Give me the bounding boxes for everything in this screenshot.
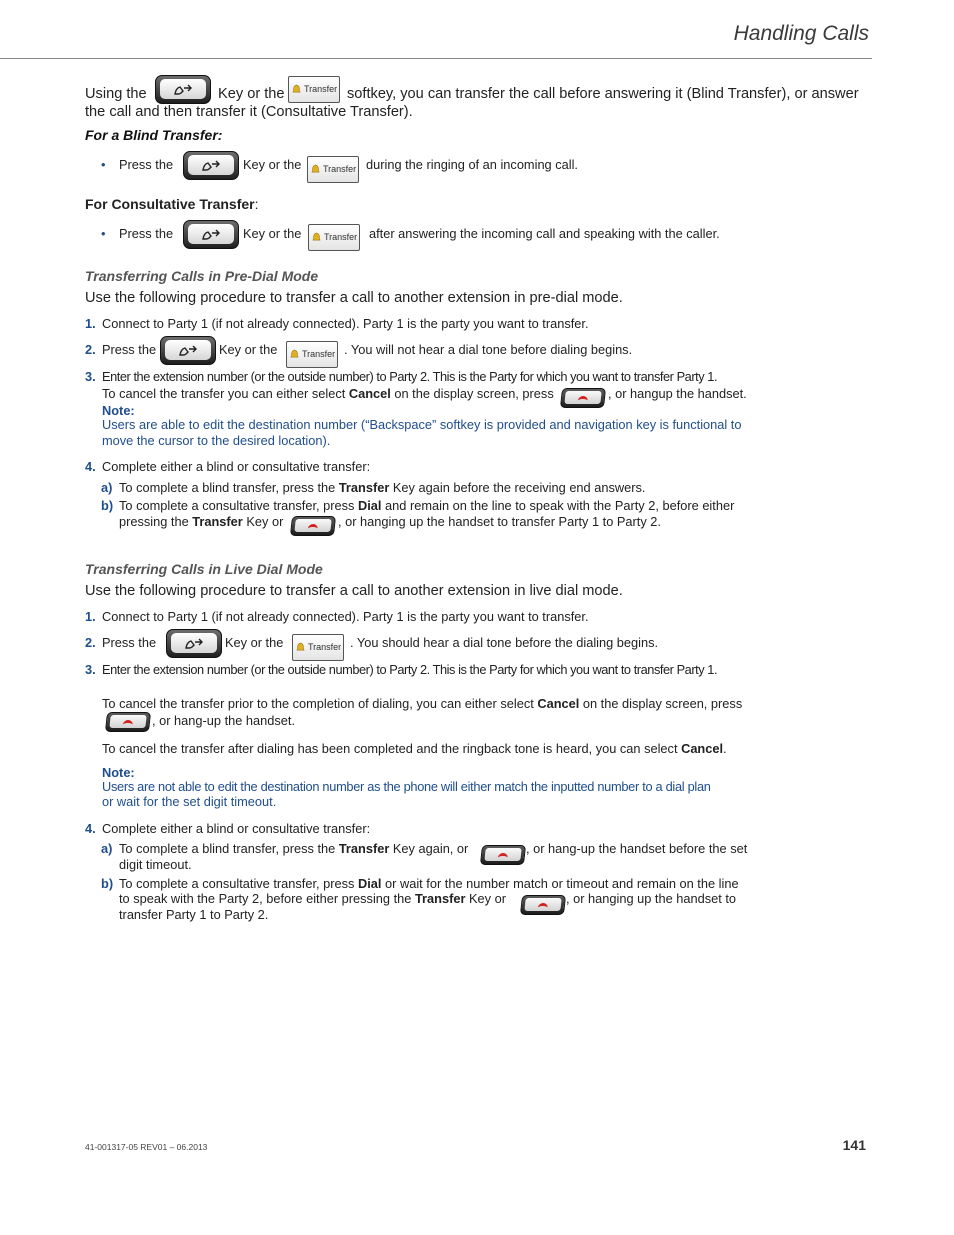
softkey-label: Transfer: [323, 164, 357, 174]
pre-sub-b-line-1: [119, 498, 734, 514]
sub-step-letter: b): [101, 876, 114, 891]
pre-sub-b7: , or hanging up the handset to transfer Party 1 to Party 2.: [338, 514, 661, 529]
transfer-softkey-icon: [307, 156, 359, 183]
step-number: 2.: [85, 342, 96, 357]
live-a5: digit timeout.: [119, 857, 192, 872]
softkey-label: Transfer: [324, 232, 358, 242]
live-dial-intro: Use the following procedure to transfer a call to another extension in live dial mode.: [85, 583, 623, 599]
transfer-key-icon: [183, 220, 239, 249]
live-step-1: Connect to Party 1 (if not already connected). Party 1 is the party you want to transfer.: [102, 609, 589, 624]
live-b7: , or hanging up the handset to: [566, 891, 737, 906]
live-b1: To complete a consultative transfer, press: [119, 876, 355, 891]
blind-text-c: during the ringing of an incoming call.: [366, 157, 578, 172]
consult-text-b: Key or the: [243, 226, 302, 241]
live-c4: , or hang-up the handset.: [152, 713, 296, 728]
intro-text-d: the call and then transfer it (Consultative Transfer).: [85, 104, 413, 120]
pre-sub-a: [119, 480, 645, 496]
step-number: 4.: [85, 459, 96, 474]
blind-transfer-heading: For a Blind Transfer:: [85, 127, 223, 143]
live-cancel-after-line: [102, 741, 727, 757]
pre-sub-b3: and remain on the line to speak with the Party 2, before either: [385, 498, 735, 513]
consult-heading: For Consultative Transfer: [85, 196, 255, 212]
dial-word: Dial: [358, 876, 382, 891]
page-header-title: Handling Calls: [733, 22, 869, 45]
end-call-key-icon: [480, 845, 526, 865]
intro-text-b: Key or the: [218, 86, 285, 102]
consult-heading-line: [85, 196, 258, 212]
live-note-line-2: or wait for the set digit timeout.: [102, 794, 277, 809]
step-number: 1.: [85, 609, 96, 624]
note-label: Note:: [102, 403, 135, 418]
softkey-label: Transfer: [302, 349, 336, 359]
pre-step-2c: . You will not hear a dial tone before dialing begins.: [344, 342, 633, 357]
pre-step-3b3: on the display screen, press: [394, 386, 554, 401]
pre-step-3a: Enter the extension number (or the outside number) to Party 2. This is the Party for which you want to transfer Party 1.: [102, 369, 718, 384]
live-cancel-line-1: [102, 696, 742, 712]
consult-colon: :: [254, 196, 259, 212]
pre-step-3b-line: [102, 386, 554, 402]
cancel-word: Cancel: [537, 696, 580, 711]
step-number: 1.: [85, 316, 96, 331]
intro-text-c: softkey, you can transfer the call before answering it (Blind Transfer), or answer: [347, 86, 859, 102]
pre-note-line-2: move the cursor to the desired location).: [102, 433, 331, 448]
transfer-key-icon: [166, 629, 222, 658]
pre-dial-intro: Use the following procedure to transfer a call to another extension in pre-dial mode.: [85, 290, 623, 306]
step-number: 3.: [85, 369, 96, 384]
live-b4: to speak with the Party 2, before either pressing the: [119, 891, 412, 906]
pre-sub-a3: Key again before the receiving end answers.: [392, 480, 646, 495]
footer-doc-id: 41-001317-05 REV01 – 06.2013: [85, 1142, 208, 1152]
transfer-softkey-icon: [288, 76, 340, 103]
live-c3: on the display screen, press: [582, 696, 743, 711]
consult-text-c: after answering the incoming call and speaking with the caller.: [369, 226, 720, 241]
pre-note-line-1: Users are able to edit the destination number (“Backspace” softkey is provided and navigation key is functional to: [102, 417, 742, 432]
step-number: 2.: [85, 635, 96, 650]
note-label: Note:: [102, 765, 135, 780]
end-call-key-icon: [520, 895, 566, 915]
live-a1: To complete a blind transfer, press the: [119, 841, 336, 856]
cancel-word: Cancel: [681, 741, 724, 756]
pre-dial-heading: Transferring Calls in Pre-Dial Mode: [85, 268, 319, 284]
live-d3: .: [723, 741, 727, 756]
transfer-softkey-icon: [308, 224, 360, 251]
transfer-softkey-icon: [292, 634, 344, 661]
live-sub-b-line-2: [119, 891, 506, 907]
transfer-word: Transfer: [414, 891, 466, 906]
pre-step-3b4: , or hangup the handset.: [608, 386, 747, 401]
blind-text-a: Press the: [119, 157, 174, 172]
live-b8: transfer Party 1 to Party 2.: [119, 907, 269, 922]
pre-sub-b4: pressing the: [119, 514, 189, 529]
live-sub-a-line-1: [119, 841, 468, 857]
pre-step-2a: Press the: [102, 342, 157, 357]
live-step-3a: Enter the extension number (or the outside number) to Party 2. This is the Party for which you want to transfer Party 1.: [102, 662, 718, 677]
transfer-key-icon: [155, 75, 211, 104]
intro-text-a: Using the: [85, 86, 147, 102]
end-call-key-icon: [560, 388, 606, 408]
consult-text-a: Press the: [119, 226, 174, 241]
sub-step-letter: b): [101, 498, 114, 513]
transfer-key-icon: [160, 336, 216, 365]
live-sub-b-line-1: [119, 876, 739, 892]
bullet: •: [101, 157, 106, 172]
page-number: 141: [842, 1137, 866, 1153]
transfer-word: Transfer: [338, 841, 390, 856]
softkey-label: Transfer: [308, 642, 342, 652]
blind-text-b: Key or the: [243, 157, 302, 172]
live-b6: Key or: [469, 891, 507, 906]
transfer-word: Transfer: [338, 480, 390, 495]
end-call-key-icon: [290, 516, 336, 536]
step-number: 3.: [85, 662, 96, 677]
sub-step-letter: a): [101, 841, 113, 856]
transfer-word: Transfer: [192, 514, 243, 529]
pre-step-3b1: To cancel the transfer you can either select: [102, 386, 346, 401]
dial-word: Dial: [358, 498, 382, 513]
header-rule: [0, 58, 872, 59]
pre-step-4: Complete either a blind or consultative transfer:: [102, 459, 371, 474]
transfer-softkey-icon: [286, 341, 338, 368]
pre-sub-b1: To complete a consultative transfer, press: [119, 498, 355, 513]
live-step-2c: . You should hear a dial tone before the dialing begins.: [350, 635, 659, 650]
transfer-key-icon: [183, 151, 239, 180]
live-a4: , or hang-up the handset before the set: [526, 841, 748, 856]
cancel-word: Cancel: [348, 386, 391, 401]
bullet: •: [101, 226, 106, 241]
pre-step-2b: Key or the: [219, 342, 278, 357]
live-a3: Key again, or: [392, 841, 469, 856]
pre-sub-b-line-2: [119, 514, 283, 530]
live-dial-heading: Transferring Calls in Live Dial Mode: [85, 561, 323, 577]
live-note-line-1: Users are not able to edit the destination number as the phone will either match the inputted number to a dial plan: [102, 779, 711, 794]
pre-sub-a1: To complete a blind transfer, press the: [119, 480, 336, 495]
pre-step-1: Connect to Party 1 (if not already connected). Party 1 is the party you want to transfer.: [102, 316, 589, 331]
live-c1: To cancel the transfer prior to the completion of dialing, you can either select: [102, 696, 534, 711]
softkey-label: Transfer: [304, 84, 338, 94]
live-d1: To cancel the transfer after dialing has been completed and the ringback tone is heard, you can select: [102, 741, 678, 756]
sub-step-letter: a): [101, 480, 113, 495]
live-step-2b: Key or the: [225, 635, 284, 650]
live-step-4: Complete either a blind or consultative transfer:: [102, 821, 371, 836]
pre-sub-b6: Key or: [246, 514, 284, 529]
step-number: 4.: [85, 821, 96, 836]
end-call-key-icon: [105, 712, 151, 732]
live-step-2a: Press the: [102, 635, 157, 650]
live-b3: or wait for the number match or timeout and remain on the line: [385, 876, 739, 891]
